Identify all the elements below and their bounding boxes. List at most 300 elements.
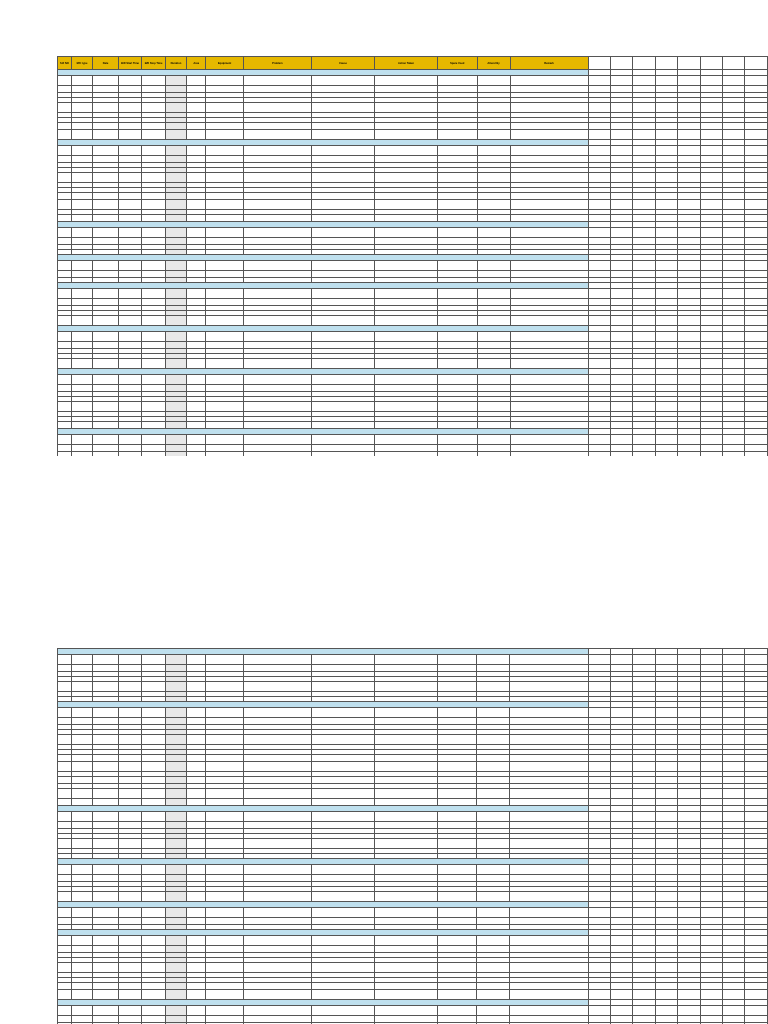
empty-cell [633, 200, 655, 210]
table-cell [510, 435, 588, 445]
empty-cell [588, 156, 610, 163]
table-cell [165, 665, 186, 672]
table-cell [165, 963, 186, 973]
table-cell [206, 173, 243, 183]
table-cell [206, 682, 243, 692]
empty-cell [610, 332, 632, 342]
empty-cell [678, 936, 700, 946]
empty-cell [722, 103, 744, 113]
table-cell [187, 789, 206, 799]
table-cell [142, 839, 165, 849]
empty-cell [610, 422, 632, 429]
table-cell [437, 908, 476, 918]
empty-cell [700, 822, 722, 829]
empty-cell [722, 946, 744, 953]
empty-cell [588, 892, 610, 902]
table-cell [142, 777, 165, 784]
table-row [58, 718, 768, 725]
table-cell [187, 983, 206, 990]
empty-cell [722, 289, 744, 299]
table-row [58, 299, 768, 306]
table-cell [93, 682, 119, 692]
empty-cell [588, 215, 610, 222]
table-cell [312, 375, 375, 385]
empty-cell [655, 215, 677, 222]
table-cell [243, 789, 311, 799]
empty-cell [678, 375, 700, 385]
empty-cell [745, 983, 768, 990]
empty-cell [678, 332, 700, 342]
empty-cell [745, 359, 768, 369]
table-cell [118, 130, 141, 140]
empty-cell [678, 839, 700, 849]
table-cell [243, 918, 311, 925]
table-cell [58, 735, 72, 745]
empty-cell [633, 812, 655, 822]
empty-cell [700, 156, 722, 163]
table-cell [58, 103, 72, 113]
table-cell [93, 130, 119, 140]
table-cell [312, 385, 375, 392]
table-row [58, 1006, 768, 1016]
table-cell [142, 445, 165, 452]
empty-cell [722, 777, 744, 784]
table-cell [206, 316, 243, 326]
table-cell [58, 402, 72, 412]
empty-cell [700, 385, 722, 392]
table-cell [374, 762, 437, 772]
empty-cell [678, 215, 700, 222]
table-cell [118, 708, 141, 718]
table-row [58, 193, 768, 200]
table-cell [118, 918, 141, 925]
table-cell [71, 359, 92, 369]
table-cell [510, 422, 588, 429]
table-cell [206, 908, 243, 918]
empty-cell [655, 359, 677, 369]
table-cell [477, 963, 510, 973]
table-cell [374, 892, 437, 902]
empty-cell [745, 755, 768, 762]
column-header: B/D Stop Time [142, 57, 165, 70]
empty-cell [655, 385, 677, 392]
table-row [58, 228, 768, 238]
table-cell [142, 359, 165, 369]
empty-cell [633, 238, 655, 245]
table-cell [374, 1006, 437, 1016]
empty-cell [678, 156, 700, 163]
table-cell [510, 359, 588, 369]
table-cell [187, 123, 206, 130]
table-cell [142, 682, 165, 692]
table-cell [243, 200, 311, 210]
table-row [58, 146, 768, 156]
table-cell [142, 86, 165, 93]
table-cell [71, 76, 92, 86]
table-cell [58, 718, 72, 725]
table-cell [142, 799, 165, 806]
table-cell [142, 123, 165, 130]
empty-cell [700, 215, 722, 222]
table-cell [58, 839, 72, 849]
table-cell [477, 908, 510, 918]
table-cell [118, 146, 141, 156]
table-cell [510, 385, 588, 392]
empty-cell [655, 1006, 677, 1016]
table-cell [438, 215, 478, 222]
empty-cell [722, 983, 744, 990]
table-cell [58, 200, 72, 210]
table-cell [438, 193, 478, 200]
empty-cell [588, 839, 610, 849]
table-cell [93, 316, 119, 326]
table-cell [142, 1006, 165, 1016]
empty-cell [700, 299, 722, 306]
table-cell [206, 289, 243, 299]
empty-cell [722, 123, 744, 130]
table-cell [438, 342, 478, 349]
table-cell [243, 908, 311, 918]
table-cell [142, 375, 165, 385]
table-cell [93, 435, 119, 445]
empty-cell [655, 789, 677, 799]
table-cell [243, 990, 311, 1000]
empty-cell [588, 271, 610, 278]
table-cell [58, 990, 72, 1000]
table-cell [375, 193, 438, 200]
table-cell [58, 812, 72, 822]
table-cell [118, 375, 141, 385]
table-cell [243, 86, 311, 93]
table-cell [165, 875, 186, 882]
table-cell [311, 708, 374, 718]
table-cell [243, 892, 311, 902]
empty-cell [588, 908, 610, 918]
empty-cell [655, 718, 677, 725]
table-cell [243, 983, 311, 990]
table-cell [118, 839, 141, 849]
empty-cell [655, 875, 677, 882]
table-cell [187, 435, 206, 445]
table-row [58, 76, 768, 86]
table-cell [206, 332, 243, 342]
table-cell [206, 812, 243, 822]
table-cell [93, 983, 119, 990]
empty-cell [588, 228, 610, 238]
table-cell [187, 655, 206, 665]
empty-cell [655, 655, 677, 665]
table-cell [312, 299, 375, 306]
empty-cell [588, 762, 610, 772]
table-cell [142, 946, 165, 953]
table-cell [477, 682, 510, 692]
table-cell [243, 359, 311, 369]
empty-cell [610, 1006, 632, 1016]
table-cell [71, 822, 92, 829]
table-cell [71, 708, 92, 718]
table-cell [118, 865, 141, 875]
table-cell [58, 708, 72, 718]
table-cell [118, 1006, 141, 1016]
table-row [58, 708, 768, 718]
table-cell [187, 103, 206, 113]
empty-cell [655, 1016, 677, 1023]
table-cell [206, 799, 243, 806]
empty-cell [700, 76, 722, 86]
table-cell [58, 385, 72, 392]
table-cell [187, 708, 206, 718]
empty-cell [722, 822, 744, 829]
empty-cell [678, 228, 700, 238]
table-cell [510, 865, 588, 875]
table-row [58, 665, 768, 672]
table-cell [71, 1006, 92, 1016]
table-cell [142, 299, 165, 306]
table-cell [477, 762, 510, 772]
table-cell [93, 422, 119, 429]
empty-cell [722, 261, 744, 271]
table-cell [477, 1006, 510, 1016]
empty-cell [678, 990, 700, 1000]
table-cell [510, 708, 588, 718]
table-cell [437, 983, 476, 990]
table-cell [312, 123, 375, 130]
table-cell [375, 342, 438, 349]
table-cell [374, 655, 437, 665]
empty-cell [633, 193, 655, 200]
table-cell [374, 822, 437, 829]
empty-cell [722, 76, 744, 86]
table-cell [477, 708, 510, 718]
table-cell [165, 375, 186, 385]
empty-cell [745, 238, 768, 245]
empty-cell [610, 271, 632, 278]
table-cell [58, 156, 72, 163]
table-cell [71, 130, 92, 140]
table-cell [58, 228, 72, 238]
table-cell [375, 452, 438, 457]
table-cell [93, 445, 119, 452]
table-cell [118, 875, 141, 882]
empty-cell [655, 918, 677, 925]
table-cell [374, 839, 437, 849]
table-cell [437, 936, 476, 946]
empty-cell [722, 963, 744, 973]
empty-cell [633, 708, 655, 718]
empty-cell [633, 130, 655, 140]
table-cell [187, 375, 206, 385]
table-cell [71, 839, 92, 849]
table-cell [438, 359, 478, 369]
table-cell [312, 422, 375, 429]
table-cell [165, 718, 186, 725]
empty-cell [610, 918, 632, 925]
empty-cell [633, 156, 655, 163]
empty-cell [722, 452, 744, 457]
table-cell [438, 86, 478, 93]
empty-cell [722, 342, 744, 349]
table-row [58, 261, 768, 271]
table-cell [510, 156, 588, 163]
table-cell [142, 755, 165, 762]
table-cell [165, 422, 186, 429]
table-cell [374, 789, 437, 799]
table-cell [437, 865, 476, 875]
table-cell [71, 892, 92, 902]
table-cell [142, 822, 165, 829]
table-cell [437, 777, 476, 784]
table-cell [510, 990, 588, 1000]
table-cell [142, 963, 165, 973]
empty-cell [633, 735, 655, 745]
empty-cell [655, 682, 677, 692]
table-cell [437, 875, 476, 882]
table-cell [142, 655, 165, 665]
empty-cell [722, 359, 744, 369]
empty-cell [588, 865, 610, 875]
empty-cell [633, 76, 655, 86]
empty-cell [700, 708, 722, 718]
table-cell [311, 665, 374, 672]
empty-cell [745, 228, 768, 238]
table-cell [187, 261, 206, 271]
table-cell [243, 777, 311, 784]
table-cell [375, 238, 438, 245]
table-cell [206, 655, 243, 665]
table-cell [312, 271, 375, 278]
empty-cell [722, 445, 744, 452]
table-cell [206, 146, 243, 156]
empty-cell [700, 193, 722, 200]
table-cell [477, 130, 510, 140]
table-cell [243, 435, 311, 445]
table-cell [93, 342, 119, 349]
table-cell [71, 936, 92, 946]
table-cell [206, 762, 243, 772]
empty-cell [722, 215, 744, 222]
table-cell [374, 936, 437, 946]
table-cell [311, 812, 374, 822]
table-cell [437, 1006, 476, 1016]
table-cell [93, 655, 119, 665]
empty-cell [633, 422, 655, 429]
table-cell [374, 908, 437, 918]
table-cell [438, 103, 478, 113]
table-cell [165, 812, 186, 822]
empty-cell [722, 708, 744, 718]
empty-cell [700, 261, 722, 271]
table-cell [510, 375, 588, 385]
empty-cell [588, 936, 610, 946]
table-cell [312, 359, 375, 369]
table-cell [374, 735, 437, 745]
empty-cell [588, 718, 610, 725]
table-cell [93, 238, 119, 245]
table-cell [477, 983, 510, 990]
empty-cell [700, 359, 722, 369]
table-cell [93, 875, 119, 882]
table-cell [71, 402, 92, 412]
table-cell [375, 130, 438, 140]
table-cell [374, 875, 437, 882]
empty-cell [633, 375, 655, 385]
table-cell [71, 665, 92, 672]
empty-cell [588, 918, 610, 925]
empty-cell [722, 718, 744, 725]
table-cell [165, 445, 186, 452]
table-cell [243, 261, 311, 271]
table-cell [165, 983, 186, 990]
table-cell [477, 173, 510, 183]
empty-cell [700, 865, 722, 875]
table-cell [312, 173, 375, 183]
table-cell [243, 193, 311, 200]
table-cell [93, 385, 119, 392]
table-cell [243, 655, 311, 665]
table-cell [118, 946, 141, 953]
table-cell [71, 452, 92, 457]
table-cell [58, 777, 72, 784]
table-cell [206, 299, 243, 306]
empty-cell [655, 103, 677, 113]
table-cell [243, 865, 311, 875]
empty-cell [700, 839, 722, 849]
empty-cell [655, 156, 677, 163]
table-cell [206, 238, 243, 245]
empty-cell [722, 990, 744, 1000]
table-cell [510, 146, 588, 156]
table-cell [374, 963, 437, 973]
table-cell [93, 839, 119, 849]
empty-cell [678, 946, 700, 953]
table-cell [438, 452, 478, 457]
table-cell [118, 332, 141, 342]
table-cell [187, 193, 206, 200]
empty-cell [588, 708, 610, 718]
empty-cell [655, 130, 677, 140]
empty-cell [633, 342, 655, 349]
table-cell [142, 200, 165, 210]
table-cell [118, 289, 141, 299]
table-cell [187, 1016, 206, 1023]
table-cell [375, 289, 438, 299]
table-cell [165, 271, 186, 278]
table-cell [437, 822, 476, 829]
column-header: S.R NO [58, 57, 72, 70]
empty-cell [610, 963, 632, 973]
table-cell [93, 735, 119, 745]
table-cell [437, 735, 476, 745]
table-cell [438, 228, 478, 238]
empty-cell [655, 200, 677, 210]
table-cell [477, 193, 510, 200]
empty-cell [700, 655, 722, 665]
table-cell [187, 359, 206, 369]
empty-cell [678, 261, 700, 271]
table-cell [477, 435, 510, 445]
empty-cell [745, 990, 768, 1000]
empty-cell [745, 918, 768, 925]
table-cell [118, 892, 141, 902]
empty-cell [678, 86, 700, 93]
table-cell [118, 822, 141, 829]
table-cell [187, 156, 206, 163]
empty-cell [633, 1016, 655, 1023]
table-cell [477, 452, 510, 457]
table-row [58, 271, 768, 278]
table-cell [165, 146, 186, 156]
table-cell [142, 332, 165, 342]
